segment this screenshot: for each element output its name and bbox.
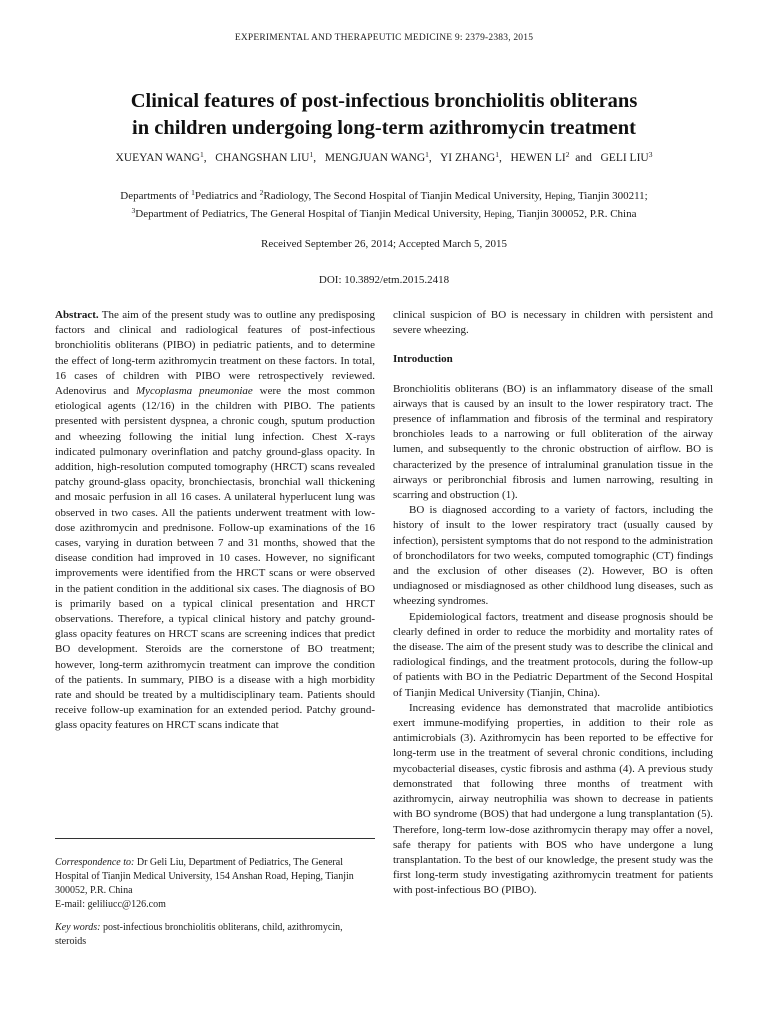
intro-paragraph-4: Increasing evidence has demonstrated that macrolide antibiotics exert immune-modifying properties, in addition to their role as antimicrobials (3). Azithromycin has been reported to be effective for long-term use in the treatment of several chronic conditions, including mycobacterial diseases, cystic fibrosis and asthma (4). A previous study demonstrated that following three months of treatment with azithromycin, airway neutrophilia was shown to decrease in patients with BO syndrome (BOS) that had undergone a lung transplantation (5). Therefore, long-term low-dose azithromycin therapy may offer a novel, safe therapy for patients with BOS who have undergone a lung transplantation. To the best of our knowledge, the present study was the first long-term study investigating azithromycin treatment for patients with post-infectious BO (PIBO).	[393, 701, 713, 897]
affil-text: Departments of	[120, 190, 192, 202]
author-separator: ,	[428, 152, 438, 164]
author-affil-sup: 1	[199, 150, 204, 159]
correspondence-email: E-mail: geliliucc@126.com	[55, 899, 166, 910]
affil-text: , Tianjin 300211;	[572, 190, 648, 202]
title-line-1: Clinical features of post-infectious bronchiolitis obliterans	[130, 90, 638, 112]
footnotes	[55, 856, 375, 958]
abstract-label: Abstract.	[55, 309, 99, 321]
doi: DOI: 10.3892/etm.2015.2418	[318, 274, 450, 286]
author-affil-sup: 1	[309, 150, 314, 159]
intro-paragraph-2: BO is diagnosed according to a variety of factors, including the history of insult to the lower respiratory tract (usually caused by infection), persistent symptoms that do not respond to the administration of bronchodilators for two weeks, computed tomographic (CT) findings and the exclusion of other diseases (2). However, BO is often undiagnosed or misdiagnosed as other childhood lung diseases, such as wheezing syndromes.	[393, 504, 713, 608]
correspondence	[55, 856, 375, 912]
author-name: MENGJUAN WANG	[324, 152, 426, 164]
left-column	[55, 308, 375, 734]
affil-sup: 2	[259, 188, 264, 197]
affil-city: Heping	[544, 192, 573, 202]
author-affil-sup: 3	[648, 150, 653, 159]
intro-paragraph-3: Epidemiological factors, treatment and disease prognosis should be clearly defined in order to reduce the morbidity and mortality rates of the disease. The aim of the present study was to describe the clinical and radiological findings, and the treatment protocols, during the follow-up of patients with BO in the Pediatric Department of the Second Hospital of Tianjin Medical University (Tianjin, China).	[393, 610, 713, 699]
intro-paragraph-1: Bronchiolitis obliterans (BO) is an inflammatory disease of the small airways that is caused by an insult to the lower respiratory tract. The presence of inflammation and fibrosis of the terminal and respiratory bronchioles leads to a narrowing or full obliteration of the airway lumen, and subsequently to the chronic obstruction of airflow. BO is characterized by the presence of intraluminal granulation tissue in the airways or peribronchial fibrosis and lumen narrowing, resulting in scarring and obstruction (1).	[393, 382, 713, 502]
affiliation-line-1	[40, 188, 728, 206]
affil-text: Department of Pediatrics, The General Hospital of Tianjin Medical University,	[135, 208, 484, 220]
abstract-continuation: clinical suspicion of BO is necessary in children with persistent and severe wheezing.	[393, 309, 713, 337]
author-affil-sup: 1	[495, 150, 499, 159]
author-list	[40, 152, 728, 164]
author-separator: ,	[203, 152, 213, 164]
correspondence-label: Correspondence to:	[55, 857, 135, 868]
received-dates: Received September 26, 2014; Accepted March 5, 2015	[261, 238, 507, 250]
keywords	[55, 921, 375, 949]
abstract-text: were the most common etiological agents (12/16) in the children with PIBO. The patients presented with persistent dyspnea, a chronic cough, sputum production and wheezing following the initial lung infection. Chest X-rays indicated pulmonary overinflation and patchy ground-glass opacity. In addition, high-resolution computed tomography (HRCT) scans revealed patchy ground-glass opacity, bronchiectasis, bronchial wall thickening and mosaic perfusion in all 16 cases. A unilateral hyperlucent lung was observed in two cases. All the patients underwent treatment with low-dose azithromycin and prednisone. Follow-up examinations of the 16 cases, varying in duration between 7 and 31 months, showed that the disease condition had improved in 10 cases. However, no significant improvements were identified from the HRCT scans or were observed in the patient condition in the additional six cases. The diagnosis of BO is primarily based on a typical clinical presentation and HRCT observations. Therefore, a typical clinical history and patchy ground-glass opacity features on HRCT scans are screening indices that predict BO development. Steroids are the cornerstone of BO treatment; however, long-term azithromycin treatment can improve the condition of the patients. In summary, PIBO is a disease with a high morbidity rate and should be treated by a multidisciplinary team. Patients should receive follow-up examination for an extended period. Patchy ground-glass opacity features on HRCT scans indicate that	[55, 385, 375, 732]
journal-header: EXPERIMENTAL AND THERAPEUTIC MEDICINE 9: 2379-2383, 2015	[234, 33, 534, 43]
author-affil-sup: 2	[565, 150, 570, 159]
abstract-text: The aim of the present study was to outline any predisposing factors and clinical and radiological features of post-infectious bronchiolitis obliterans (PIBO) in pediatric patients, and to determine the effect of long-term azithromycin treatment on these factors. In total, 16 cases of children with PIBO were retrospectively reviewed. Adenovirus and	[55, 309, 375, 398]
author-affil-sup: 1	[425, 150, 429, 159]
author-name: HEWEN LI	[510, 152, 566, 164]
keywords-label: Key words:	[55, 922, 101, 933]
author-name: CHANGSHAN LIU	[215, 152, 310, 164]
affil-text: , Tianjin 300052, P.R. China	[511, 208, 637, 220]
author-separator: ,	[499, 152, 508, 164]
right-column	[393, 308, 713, 899]
author-separator: and	[569, 152, 598, 164]
author-name: XUEYAN WANG	[115, 152, 200, 164]
author-name: YI ZHANG	[439, 152, 496, 164]
affiliations	[40, 188, 728, 224]
affil-city: Heping	[483, 210, 512, 220]
abstract-organism: Mycoplasma pneumoniae	[135, 385, 253, 398]
affiliation-line-2	[40, 206, 728, 224]
title-line-2: in children undergoing long-term azithromycin treatment	[132, 117, 636, 139]
keywords-text: post-infectious bronchiolitis obliterans, child, azithromycin, steroids	[55, 922, 343, 947]
affil-text: Radiology, The Second Hospital of Tianjin Medical University,	[263, 190, 545, 202]
abstract	[55, 308, 375, 734]
paper-title	[60, 88, 708, 142]
author-name: GELI LIU	[600, 152, 649, 164]
affil-text: Pediatrics and	[194, 190, 260, 202]
author-separator: ,	[313, 152, 322, 164]
footnote-divider	[55, 838, 375, 839]
correspondence-text: Dr Geli Liu, Department of Pediatrics, The General Hospital of Tianjin Medical University, 154 Anshan Road, Heping, Tianjin 300052, P.R. China	[55, 857, 354, 896]
section-heading-introduction: Introduction	[393, 353, 453, 366]
affil-sup: 1	[191, 188, 195, 197]
affil-sup: 3	[131, 206, 136, 215]
